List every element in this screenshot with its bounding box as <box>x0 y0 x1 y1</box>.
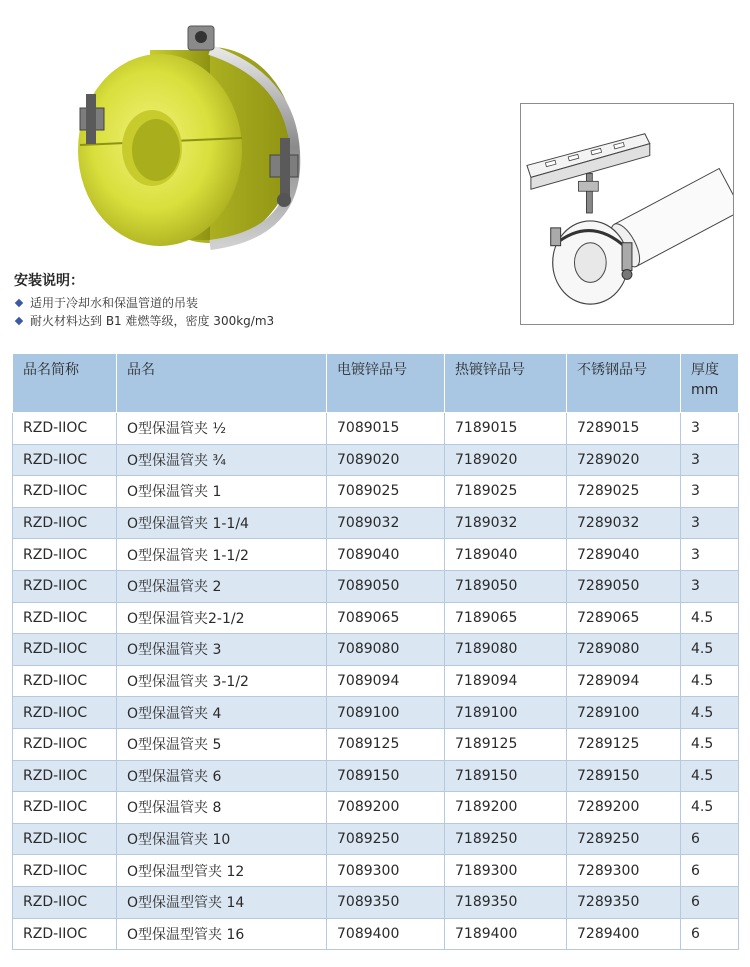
cell-thickness: 6 <box>681 855 739 887</box>
cell-short-name: RZD-IIOC <box>13 886 117 918</box>
cell-electro-galv: 7089025 <box>327 476 445 508</box>
cell-stainless: 7289065 <box>567 602 681 634</box>
cell-thickness: 4.5 <box>681 792 739 824</box>
table-row <box>13 570 739 602</box>
table-row <box>13 792 739 824</box>
cell-thickness: 3 <box>681 413 739 445</box>
cell-electro-galv: 7089300 <box>327 855 445 887</box>
product-photo <box>60 20 320 255</box>
cell-name: O型保温管夹 ¾ <box>117 444 327 476</box>
cell-electro-galv: 7089250 <box>327 823 445 855</box>
cell-electro-galv: 7089065 <box>327 602 445 634</box>
cell-hot-galv: 7189350 <box>445 886 567 918</box>
cell-electro-galv: 7089100 <box>327 697 445 729</box>
cell-short-name: RZD-IIOC <box>13 823 117 855</box>
cell-name: O型保温管夹 ½ <box>117 413 327 445</box>
table-row <box>13 760 739 792</box>
table-row <box>13 413 739 445</box>
cell-short-name: RZD-IIOC <box>13 792 117 824</box>
col-header-hot-galv: 热镀锌品号 <box>445 354 567 413</box>
cell-stainless: 7289020 <box>567 444 681 476</box>
cell-stainless: 7289025 <box>567 476 681 508</box>
cell-stainless: 7289032 <box>567 507 681 539</box>
table-row <box>13 855 739 887</box>
cell-electro-galv: 7089150 <box>327 760 445 792</box>
table-row <box>13 728 739 760</box>
cell-short-name: RZD-IIOC <box>13 476 117 508</box>
cell-electro-galv: 7089200 <box>327 792 445 824</box>
cell-electro-galv: 7089020 <box>327 444 445 476</box>
cell-thickness: 4.5 <box>681 665 739 697</box>
cell-name: O型保温管夹 10 <box>117 823 327 855</box>
table-body <box>13 413 739 950</box>
col-header-electro-galv: 电镀锌品号 <box>327 354 445 413</box>
cell-hot-galv: 7189040 <box>445 539 567 571</box>
cell-thickness: 4.5 <box>681 602 739 634</box>
table-row <box>13 539 739 571</box>
cell-stainless: 7289094 <box>567 665 681 697</box>
table-row <box>13 918 739 950</box>
cell-short-name: RZD-IIOC <box>13 539 117 571</box>
cell-thickness: 3 <box>681 507 739 539</box>
cell-name: O型保温型管夹 16 <box>117 918 327 950</box>
cell-thickness: 4.5 <box>681 760 739 792</box>
cell-name: O型保温型管夹 14 <box>117 886 327 918</box>
cell-name: O型保温管夹 6 <box>117 760 327 792</box>
cell-electro-galv: 7089032 <box>327 507 445 539</box>
installation-diagram <box>520 103 734 325</box>
cell-hot-galv: 7189020 <box>445 444 567 476</box>
cell-stainless: 7289250 <box>567 823 681 855</box>
cell-electro-galv: 7089125 <box>327 728 445 760</box>
cell-hot-galv: 7189100 <box>445 697 567 729</box>
cell-name: O型保温管夹 4 <box>117 697 327 729</box>
cell-name: O型保温管夹 2 <box>117 570 327 602</box>
cell-thickness: 3 <box>681 444 739 476</box>
table-row <box>13 886 739 918</box>
cell-stainless: 7289080 <box>567 634 681 666</box>
cell-name: O型保温管夹 3-1/2 <box>117 665 327 697</box>
cell-short-name: RZD-IIOC <box>13 634 117 666</box>
cell-hot-galv: 7189200 <box>445 792 567 824</box>
cell-hot-galv: 7189080 <box>445 634 567 666</box>
cell-stainless: 7289300 <box>567 855 681 887</box>
cell-name: O型保温管夹 1-1/4 <box>117 507 327 539</box>
cell-thickness: 4.5 <box>681 634 739 666</box>
cell-thickness: 6 <box>681 886 739 918</box>
cell-hot-galv: 7189032 <box>445 507 567 539</box>
table-row <box>13 444 739 476</box>
cell-stainless: 7289050 <box>567 570 681 602</box>
cell-short-name: RZD-IIOC <box>13 697 117 729</box>
install-note-item <box>14 312 274 330</box>
col-header-stainless: 不锈钢品号 <box>567 354 681 413</box>
cell-thickness: 6 <box>681 823 739 855</box>
cell-electro-galv: 7089015 <box>327 413 445 445</box>
cell-stainless: 7289150 <box>567 760 681 792</box>
diamond-bullet-icon <box>15 299 23 307</box>
col-header-name: 品名 <box>117 354 327 413</box>
cell-thickness: 3 <box>681 570 739 602</box>
installation-notes <box>14 270 274 330</box>
cell-hot-galv: 7189025 <box>445 476 567 508</box>
cell-electro-galv: 7089050 <box>327 570 445 602</box>
cell-name: O型保温管夹 1 <box>117 476 327 508</box>
cell-thickness: 4.5 <box>681 728 739 760</box>
table-row <box>13 697 739 729</box>
cell-stainless: 7289200 <box>567 792 681 824</box>
cell-name: O型保温型管夹 12 <box>117 855 327 887</box>
cell-short-name: RZD-IIOC <box>13 918 117 950</box>
cell-short-name: RZD-IIOC <box>13 665 117 697</box>
cell-hot-galv: 7189400 <box>445 918 567 950</box>
cell-name: O型保温管夹2-1/2 <box>117 602 327 634</box>
cell-stainless: 7289100 <box>567 697 681 729</box>
table-row <box>13 665 739 697</box>
cell-electro-galv: 7089040 <box>327 539 445 571</box>
col-header-thickness: 厚度 mm <box>681 354 739 413</box>
cell-hot-galv: 7189150 <box>445 760 567 792</box>
cell-hot-galv: 7189300 <box>445 855 567 887</box>
cell-thickness: 3 <box>681 539 739 571</box>
cell-thickness: 4.5 <box>681 697 739 729</box>
cell-hot-galv: 7189015 <box>445 413 567 445</box>
cell-hot-galv: 7189250 <box>445 823 567 855</box>
cell-name: O型保温管夹 8 <box>117 792 327 824</box>
cell-stainless: 7289015 <box>567 413 681 445</box>
cell-thickness: 6 <box>681 918 739 950</box>
cell-electro-galv: 7089094 <box>327 665 445 697</box>
diamond-bullet-icon <box>15 317 23 325</box>
cell-thickness: 3 <box>681 476 739 508</box>
cell-short-name: RZD-IIOC <box>13 728 117 760</box>
install-note-item <box>14 294 274 312</box>
cell-name: O型保温管夹 5 <box>117 728 327 760</box>
cell-short-name: RZD-IIOC <box>13 760 117 792</box>
cell-hot-galv: 7189065 <box>445 602 567 634</box>
cell-electro-galv: 7089350 <box>327 886 445 918</box>
table-row <box>13 476 739 508</box>
cell-hot-galv: 7189050 <box>445 570 567 602</box>
table-header-row <box>13 354 739 413</box>
cell-stainless: 7289040 <box>567 539 681 571</box>
cell-short-name: RZD-IIOC <box>13 570 117 602</box>
cell-short-name: RZD-IIOC <box>13 413 117 445</box>
table-row <box>13 823 739 855</box>
table-row <box>13 507 739 539</box>
install-note-text: 耐火材料达到 B1 难燃等级，密度 300kg/m3 <box>30 314 275 328</box>
cell-name: O型保温管夹 3 <box>117 634 327 666</box>
cell-electro-galv: 7089080 <box>327 634 445 666</box>
cell-name: O型保温管夹 1-1/2 <box>117 539 327 571</box>
installation-title: 安装说明： <box>14 273 84 289</box>
col-header-short-name: 品名简称 <box>13 354 117 413</box>
cell-short-name: RZD-IIOC <box>13 444 117 476</box>
cell-stainless: 7289400 <box>567 918 681 950</box>
table-row <box>13 602 739 634</box>
cell-stainless: 7289350 <box>567 886 681 918</box>
cell-short-name: RZD-IIOC <box>13 602 117 634</box>
cell-electro-galv: 7089400 <box>327 918 445 950</box>
cell-short-name: RZD-IIOC <box>13 855 117 887</box>
cell-short-name: RZD-IIOC <box>13 507 117 539</box>
table-row <box>13 634 739 666</box>
cell-hot-galv: 7189125 <box>445 728 567 760</box>
cell-hot-galv: 7189094 <box>445 665 567 697</box>
install-note-text: 适用于冷却水和保温管道的吊装 <box>30 296 199 310</box>
cell-stainless: 7289125 <box>567 728 681 760</box>
spec-table <box>12 353 739 950</box>
